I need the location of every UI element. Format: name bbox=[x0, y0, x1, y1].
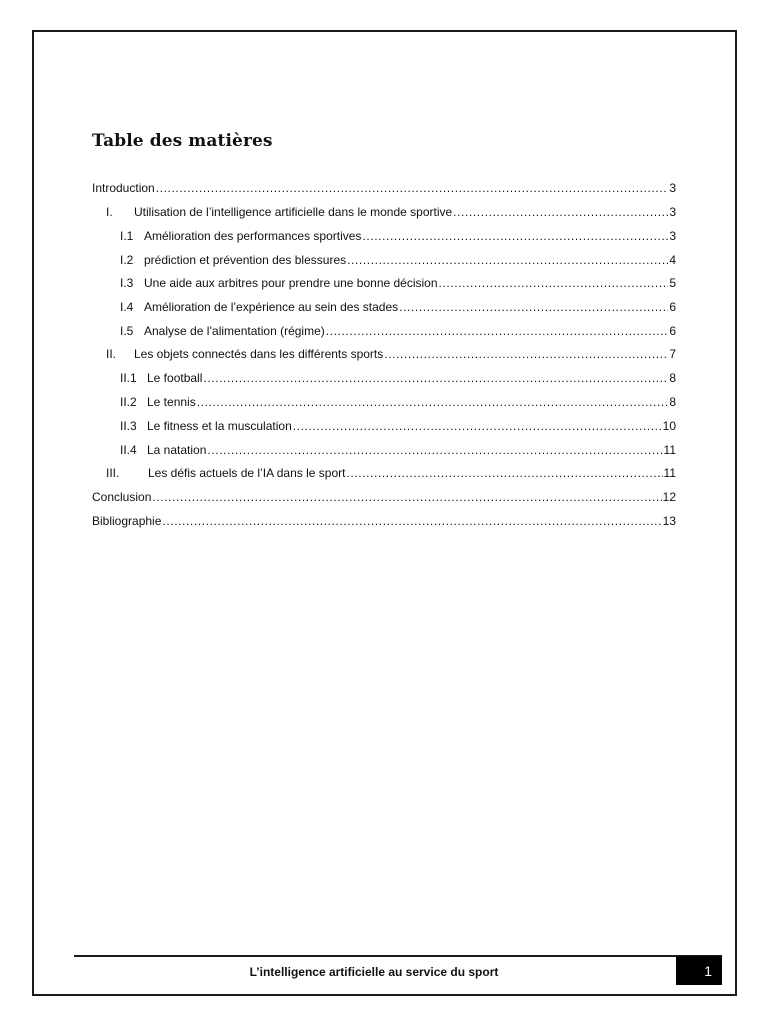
toc-entry-text: La natation bbox=[147, 443, 207, 457]
toc-entry-page: 12 bbox=[662, 490, 676, 504]
dot-leader bbox=[347, 253, 668, 267]
toc-entry-page: 3 bbox=[669, 205, 676, 219]
toc-entry-page: 8 bbox=[669, 395, 676, 409]
dot-leader bbox=[384, 347, 668, 361]
dot-leader bbox=[152, 490, 661, 504]
toc-entry-section-2[interactable] bbox=[106, 347, 676, 365]
page-number-text: 1 bbox=[704, 962, 712, 979]
toc-entry-text: prédiction et prévention des blessures bbox=[144, 253, 347, 267]
toc-entry-section-3[interactable] bbox=[106, 466, 676, 484]
toc-entry-introduction[interactable] bbox=[92, 181, 676, 199]
toc-entry-number: I.4 bbox=[120, 300, 134, 314]
toc-entry-subsection-2-2[interactable] bbox=[120, 395, 676, 413]
toc-entry-text: Le fitness et la musculation bbox=[147, 419, 292, 433]
toc-entry-page: 7 bbox=[669, 347, 676, 361]
toc-entry-page: 8 bbox=[669, 371, 676, 385]
toc-entry-text: Le tennis bbox=[147, 395, 196, 409]
dot-leader bbox=[197, 395, 669, 409]
toc-entry-number: II.1 bbox=[120, 371, 137, 385]
toc-entry-number: II.2 bbox=[120, 395, 137, 409]
dot-leader bbox=[162, 514, 661, 528]
toc-entry-text: Utilisation de l’intelligence artificielle dans le monde sportive bbox=[134, 205, 453, 219]
toc-entry-page: 6 bbox=[669, 300, 676, 314]
toc-entry-text: Le football bbox=[147, 371, 203, 385]
toc-entry-subsection-1-2[interactable] bbox=[120, 253, 676, 271]
toc-entry-subsection-2-3[interactable] bbox=[120, 419, 676, 437]
toc-entry-text: Introduction bbox=[92, 181, 155, 195]
toc-entry-text: Les défis actuels de l’IA dans le sport bbox=[148, 466, 346, 480]
toc-entry-number: II.4 bbox=[120, 443, 137, 457]
dot-leader bbox=[399, 300, 668, 314]
toc-entry-page: 11 bbox=[663, 466, 676, 480]
toc-entry-text: Conclusion bbox=[92, 490, 152, 504]
page-border bbox=[32, 30, 737, 996]
toc-entry-subsection-1-3[interactable] bbox=[120, 276, 676, 294]
footer-title: L’intelligence artificielle au service du sport bbox=[249, 965, 499, 979]
toc-entry-page: 4 bbox=[669, 253, 676, 267]
dot-leader bbox=[453, 205, 668, 219]
footer-divider bbox=[74, 955, 722, 957]
dot-leader bbox=[346, 466, 662, 480]
toc-entry-text: Amélioration des performances sportives bbox=[144, 229, 362, 243]
toc-entry-text: Amélioration de l’expérience au sein des stades bbox=[144, 300, 399, 314]
toc-entry-subsection-2-1[interactable] bbox=[120, 371, 676, 389]
toc-entry-subsection-1-4[interactable] bbox=[120, 300, 676, 318]
toc-entry-subsection-2-4[interactable] bbox=[120, 443, 676, 461]
toc-entry-page: 3 bbox=[669, 229, 676, 243]
toc-entry-text: Une aide aux arbitres pour prendre une bonne décision bbox=[144, 276, 438, 290]
toc-entry-number: I.1 bbox=[120, 229, 134, 243]
dot-leader bbox=[362, 229, 668, 243]
toc-entry-bibliographie[interactable] bbox=[92, 514, 676, 532]
dot-leader bbox=[207, 443, 662, 457]
toc-entry-number: II. bbox=[106, 347, 117, 361]
toc-entry-number: I.2 bbox=[120, 253, 134, 267]
dot-leader bbox=[203, 371, 668, 385]
dot-leader bbox=[156, 181, 669, 195]
toc-entry-page: 11 bbox=[663, 443, 676, 457]
toc-entry-number: III. bbox=[106, 466, 120, 480]
toc-entry-text: Les objets connectés dans les différents sports bbox=[134, 347, 384, 361]
toc-entry-number: I.3 bbox=[120, 276, 134, 290]
dot-leader bbox=[439, 276, 669, 290]
toc-entry-page: 13 bbox=[662, 514, 676, 528]
toc-entry-section-1[interactable] bbox=[106, 205, 676, 223]
toc-entry-page: 10 bbox=[662, 419, 676, 433]
toc-entry-number: I.5 bbox=[120, 324, 134, 338]
dot-leader bbox=[326, 324, 669, 338]
footer-page-number bbox=[676, 956, 722, 985]
toc-entry-number: I. bbox=[106, 205, 113, 219]
toc-entry-text: Analyse de l’alimentation (régime) bbox=[144, 324, 325, 338]
toc-entry-page: 6 bbox=[669, 324, 676, 338]
toc-entry-conclusion[interactable] bbox=[92, 490, 676, 508]
dot-leader bbox=[293, 419, 662, 433]
toc-entry-page: 5 bbox=[669, 276, 676, 290]
toc-entry-text: Bibliographie bbox=[92, 514, 162, 528]
toc-entry-number: II.3 bbox=[120, 419, 137, 433]
toc-entry-page: 3 bbox=[669, 181, 676, 195]
toc-entry-subsection-1-1[interactable] bbox=[120, 229, 676, 247]
toc-title: Table des matières bbox=[92, 131, 273, 151]
toc-entry-subsection-1-5[interactable] bbox=[120, 324, 676, 342]
